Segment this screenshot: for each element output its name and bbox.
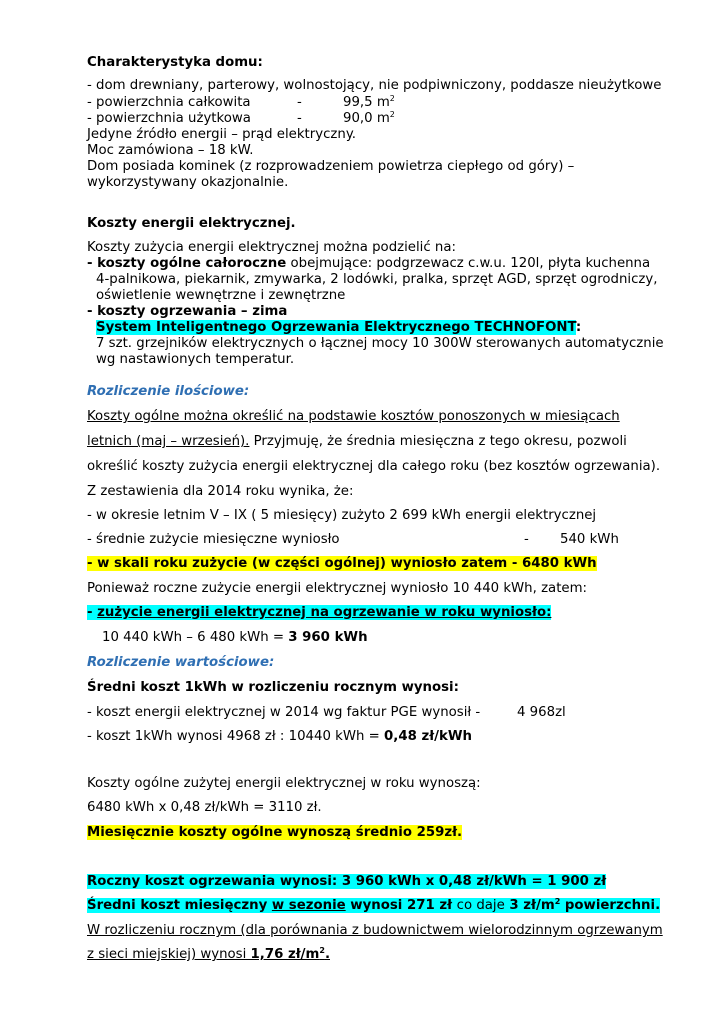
value-total-area-number: 99,5 m (343, 95, 390, 110)
highlighted-heating-cost: Roczny koszt ogrzewania wynosi: 3 960 kWh x 0,48 zł/kWh = 1 900 zł (87, 874, 607, 889)
label-energy-cost: - koszt energii elektrycznej w 2014 wg faktur PGE wynosił - (87, 705, 481, 720)
text-line (87, 111, 427, 127)
text-line: Koszty zużycia energii elektrycznej można podzielić na: (87, 240, 456, 255)
heading-quantity-settlement: Rozliczenie ilościowe: (87, 384, 250, 399)
value-energy-cost: 4 968zl (517, 705, 566, 720)
label-usable-area: - powierzchnia użytkowa (87, 111, 251, 126)
heading-energy-costs: Koszty energii elektrycznej. (87, 216, 296, 231)
superscript: 2 (554, 897, 561, 906)
colon: : (575, 320, 582, 335)
value-total-area (343, 95, 395, 111)
text: obejmujące: podgrzewacz c.w.u. 120l, płyta kuchenna (286, 256, 651, 271)
text-line: Jedyne źródło energii – prąd elektryczny. (87, 127, 357, 142)
text-line (87, 256, 650, 272)
text-line: - w okresie letnim V – IX ( 5 miesięcy) zużyto 2 699 kWh energii elektrycznej (87, 508, 597, 523)
value-usable-area-number: 90,0 m (343, 111, 390, 126)
highlighted-system-name: System Inteligentnego Ogrzewania Elektrycznego TECHNOFONT (96, 320, 576, 335)
highlighted-heating-usage (87, 605, 551, 620)
superscript: 2 (319, 946, 325, 955)
text-line (87, 729, 472, 745)
text-line: Ponieważ roczne zużycie energii elektrycznej wyniosło 10 440 kWh, zatem: (87, 581, 588, 596)
text-line: Koszty ogólne można określić na podstawie kosztów ponoszonych w miesiącach (87, 409, 620, 424)
text-line: 4-palnikowa, piekarnik, zmywarka, 2 lodówki, pralka, sprzęt AGD, sprzęt ogrodniczy, (96, 272, 658, 287)
text-line: - dom drewniany, parterowy, wolnostojący, nie podpiwniczony, poddasze nieużytkowe (87, 78, 662, 93)
text: z sieci miejskiej) wynosi (87, 947, 251, 962)
underlined-text: w sezonie (271, 898, 346, 913)
text-line: Średni koszt 1kWh w rozliczeniu rocznym wynosi: (87, 680, 459, 695)
highlighted-seasonal-cost (87, 898, 660, 913)
text-line: Koszty ogólne zużytej energii elektrycznej w roku wynoszą: (87, 776, 481, 791)
text-line (87, 947, 330, 963)
text-line (87, 705, 607, 721)
text-line: oświetlenie wewnętrzne i zewnętrzne (96, 288, 346, 303)
text-line (87, 434, 627, 450)
dash: - (524, 532, 529, 547)
text-line: - koszty ogrzewania – zima (87, 304, 288, 319)
bold-value: 0,48 zł/kWh (384, 729, 472, 744)
text-line (87, 95, 427, 111)
superscript: 2 (389, 110, 395, 119)
text: Średni koszt miesięczny (87, 898, 272, 913)
text-line: W rozliczeniu rocznym (dla porównania z budownictwem wielorodzinnym ogrzewanym (87, 923, 663, 938)
period: . (324, 947, 330, 962)
text-line: 7 szt. grzejników elektrycznych o łącznej mocy 10 300W sterowanych automatycznie (96, 336, 664, 351)
text: wynosi 271 zł (345, 898, 457, 913)
text-line (96, 320, 581, 336)
bold-value: 3 960 kWh (288, 630, 368, 645)
bold-text: - koszty ogólne całoroczne (87, 256, 287, 271)
text-line (102, 630, 368, 646)
text-line (87, 556, 597, 572)
label-average-monthly: - średnie zużycie miesięczne wyniosło (87, 532, 340, 547)
text-line (87, 874, 606, 890)
highlighted-monthly-cost: Miesięcznie koszty ogólne wynoszą średnio 259zł. (87, 825, 463, 840)
text: powierzchni. (560, 898, 661, 913)
underlined-text: zużycie energii elektrycznej na ogrzewanie w roku wyniosło: (97, 605, 552, 620)
text: Przyjmuję, że średnia miesięczna z tego okresu, pozwoli (249, 434, 627, 449)
text-line (87, 532, 647, 548)
text: co daje (456, 898, 505, 913)
text-line: Dom posiada kominek (z rozprowadzeniem powietrza ciepłego od góry) – (87, 159, 575, 174)
text-line: 6480 kWh x 0,48 zł/kWh = 3110 zł. (87, 800, 322, 815)
heading-value-settlement: Rozliczenie wartościowe: (87, 655, 275, 670)
dash: - (297, 111, 302, 126)
text: - koszt 1kWh wynosi 4968 zł : 10440 kWh = (87, 729, 385, 744)
text-line: wg nastawionych temperatur. (96, 352, 295, 367)
heading-house-characteristics: Charakterystyka domu: (87, 55, 263, 70)
superscript: 2 (389, 94, 395, 103)
dash: - (297, 95, 302, 110)
text-line (87, 898, 660, 914)
value-usable-area (343, 111, 395, 127)
text: 10 440 kWh – 6 480 kWh = (102, 630, 289, 645)
value-yearly-rate: 1,76 zł/m (250, 947, 320, 962)
underlined-text: letnich (maj – wrzesień). (87, 434, 250, 449)
bold-value (251, 947, 330, 962)
text-line: wykorzystywany okazjonalnie. (87, 175, 289, 190)
value-average-monthly: 540 kWh (560, 532, 619, 547)
text-line (87, 605, 551, 621)
highlighted-yearly-usage: - w skali roku zużycie (w części ogólnej) wyniosło zatem - 6480 kWh (87, 556, 597, 571)
text: 3 zł/m (504, 898, 555, 913)
text-line: Z zestawienia dla 2014 roku wynika, że: (87, 484, 354, 499)
label-total-area: - powierzchnia całkowita (87, 95, 251, 110)
text-line: określić koszty zużycia energii elektrycznej dla całego roku (bez kosztów ogrzewania). (87, 459, 661, 474)
text-line (87, 825, 462, 841)
dash: - (87, 605, 98, 620)
text-line: Moc zamówiona – 18 kW. (87, 143, 254, 158)
